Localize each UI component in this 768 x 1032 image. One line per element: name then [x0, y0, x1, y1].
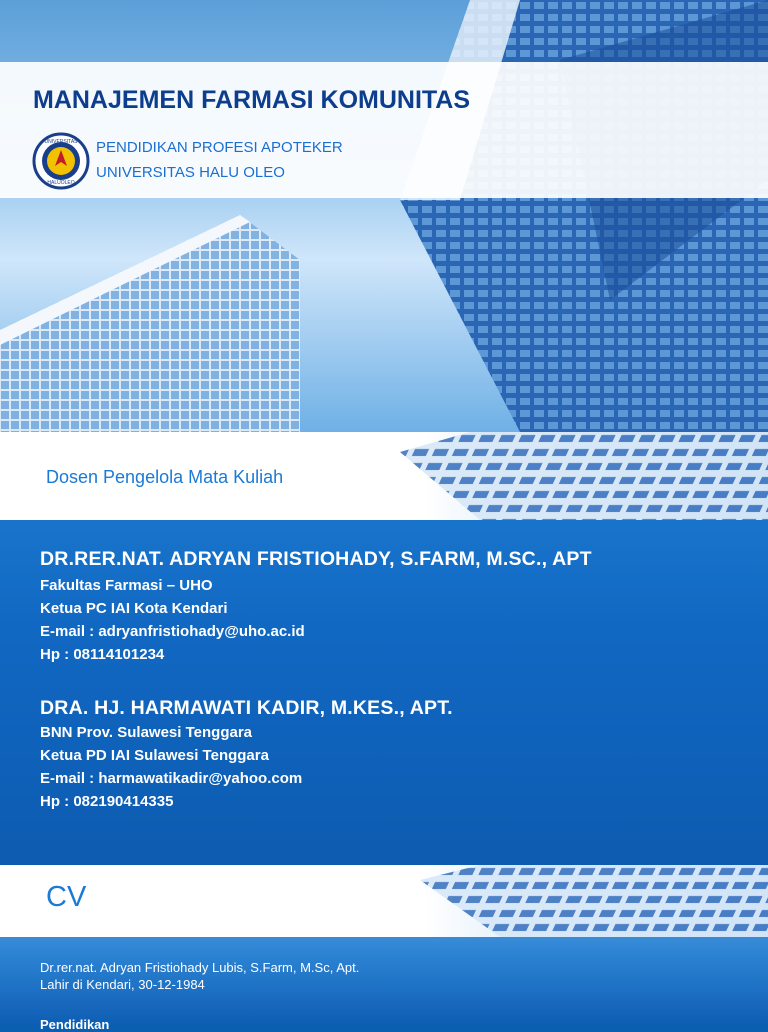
cv-full-name: Dr.rer.nat. Adryan Fristiohady Lubis, S.Farm, M.Sc, Apt. [40, 960, 360, 975]
slide-cv [0, 865, 768, 1032]
lecturer-1-faculty: Fakultas Farmasi – UHO [40, 577, 213, 594]
lecturer-1-email: E-mail : adryanfristiohady@uho.ac.id [40, 623, 305, 640]
header-building-image [0, 865, 768, 945]
lecturer-1-name: DR.RER.NAT. ADRYAN FRISTIOHADY, S.FARM, M.SC., APT [40, 548, 592, 570]
svg-text:HALUOLEO: HALUOLEO [47, 180, 75, 186]
university-name: UNIVERSITAS HALU OLEO [96, 164, 285, 181]
presentation-title: MANAJEMEN FARMASI KOMUNITAS [33, 86, 471, 114]
slide-title [0, 0, 768, 432]
lecturer-2-role: Ketua PD IAI Sulawesi Tenggara [40, 747, 269, 764]
lecturer-1-phone: Hp : 08114101234 [40, 646, 165, 663]
university-logo [32, 132, 90, 190]
section-heading: Dosen Pengelola Mata Kuliah [46, 467, 284, 487]
program-name: PENDIDIKAN PROFESI APOTEKER [96, 139, 343, 156]
svg-text:UNIVERSITAS: UNIVERSITAS [44, 139, 78, 145]
slide-lecturers [0, 432, 768, 865]
lecturer-2-name: DRA. HJ. HARMAWATI KADIR, M.KES., APT. [40, 697, 453, 719]
lecturer-2-phone: Hp : 082190414335 [40, 793, 174, 810]
lecturer-1-role: Ketua PC IAI Kota Kendari [40, 600, 228, 617]
lecturer-2-institution: BNN Prov. Sulawesi Tenggara [40, 724, 252, 741]
cv-heading: CV [46, 881, 87, 913]
cv-education-heading: Pendidikan [40, 1017, 110, 1032]
cv-birth-info: Lahir di Kendari, 30-12-1984 [40, 977, 205, 992]
lecturer-2-email: E-mail : harmawatikadir@yahoo.com [40, 770, 303, 787]
